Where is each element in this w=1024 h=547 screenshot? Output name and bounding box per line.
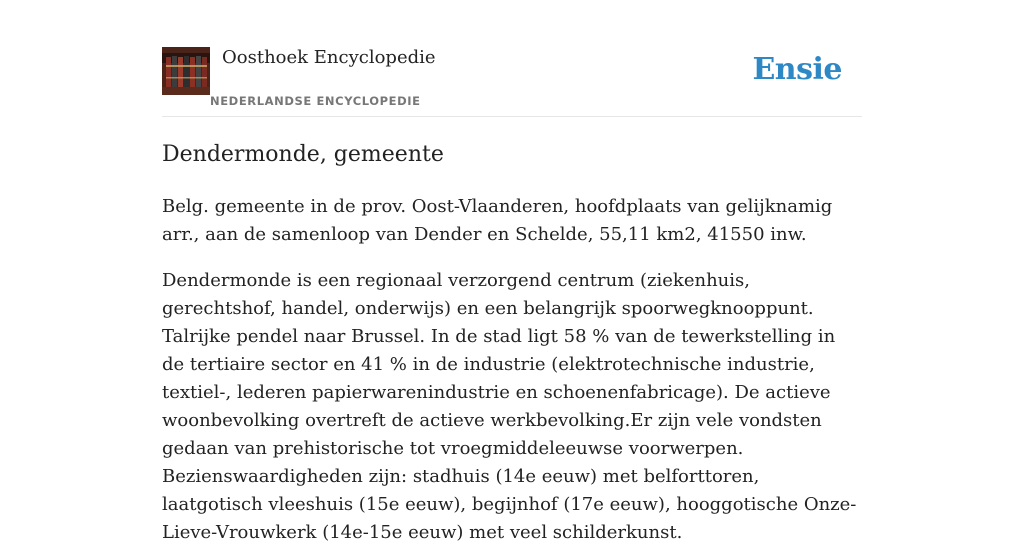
site-subtitle: NEDERLANDSE ENCYCLOPEDIE [210, 94, 421, 108]
article-paragraph-2: Dendermonde is een regionaal verzorgend centrum (ziekenhuis, gerechtshof, handel, onderwijs) en een belangrijk spoorwegknooppunt. Talrijke pendel naar Brussel. In de stad ligt 58 % van de tewerkstelling in de tertiaire sector en 41 % in de industrie (elektrotechnische industrie, textiel-, lederen papierwarenindustrie en schoenenfabricage). De actieve woonbevolking overtreft de actieve werkbevolking.Er zijn vele vondsten gedaan van prehistorische tot vroegmiddeleeuwse voorwerpen. Bezienswaardigheden zijn: stadhuis (14e eeuw) met belforttoren, laatgotisch vleeshuis (15e eeuw), begijnhof (17e eeuw), hooggotische Onze-Lieve-Vrouwkerk (14e-15e eeuw) met veel schilderkunst. [162, 270, 857, 543]
article [162, 140, 862, 547]
article-title: Dendermonde, gemeente [162, 142, 444, 167]
site-title[interactable]: Oosthoek Encyclopedie [222, 47, 436, 68]
ensie-logo[interactable]: Ensie [752, 52, 842, 87]
article-paragraph-1: Belg. gemeente in de prov. Oost-Vlaanderen, hoofdplaats van gelijknamig arr., aan de samenloop van Dender en Schelde, 55,11 km2, 41550 inw. [162, 196, 833, 245]
page [162, 0, 862, 543]
encyclopedia-books-icon[interactable] [162, 47, 210, 95]
site-header [162, 0, 862, 117]
